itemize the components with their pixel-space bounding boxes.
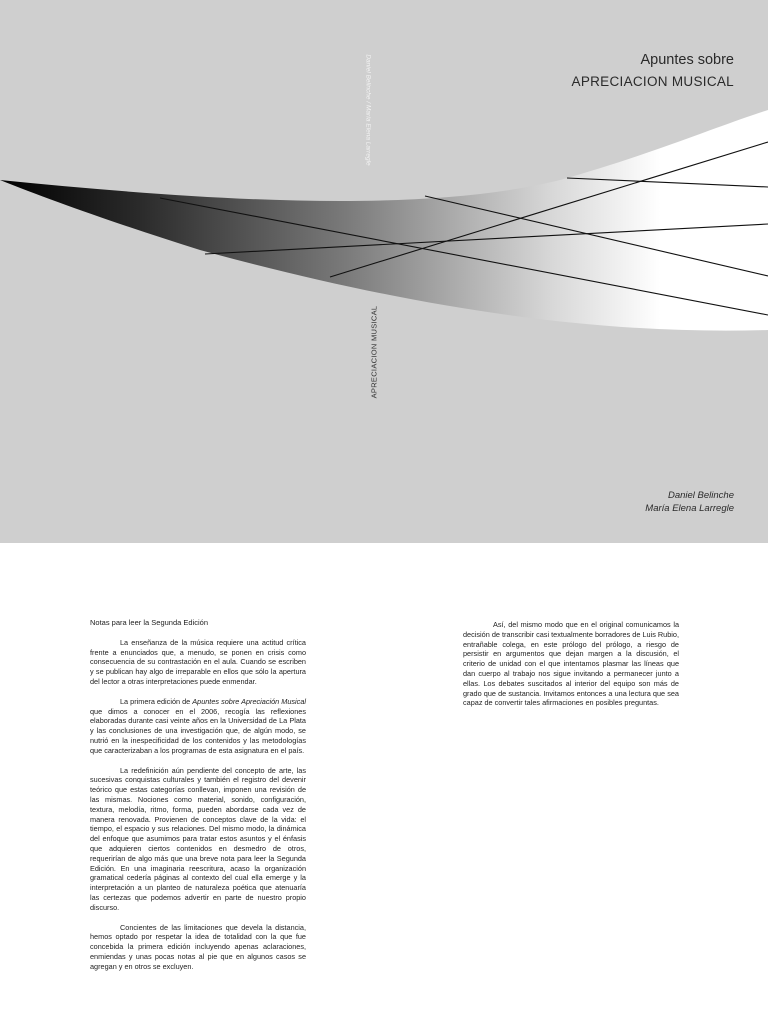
- paragraph-2: [90, 697, 306, 756]
- paragraph-2-lead: La primera edición de: [120, 696, 193, 706]
- paragraph-2-rest: que dimos a conocer en el 2006, recogía las reflexiones elaboradas durante casi veinte años en la Universidad de La Plata y las conclusiones de una investigación que, de algún modo, se nutrió en la inespecificidad de los contenidos y las metodologías que caracterizaban a los programas de esta asignatura en el país.: [90, 706, 306, 755]
- notes-left-column: [90, 618, 306, 982]
- spine-title: APRECIACION MUSICAL: [369, 305, 379, 399]
- paragraph-4: Concientes de las limitaciones que devela la distancia, hemos optado por respetar la idea de totalidad con la que fue concebida la primera edición incluyendo apenas aclaraciones, enmiendas y unas pocas notas al pie que en algunos casos se agregan y en otros se excluyen.: [90, 922, 306, 971]
- paragraph-5: Así, del mismo modo que en el original comunicamos la decisión de transcribir casi textualmente borradores de Luis Rubio, entrañable colega, en este prólogo del prólogo, a riesgo de persistir en argumentos que dejan margen a la discusión, el criterio de unidad con el que intentamos plasmar las líneas que dan cuerpo al trabajo nos sigue invitando a permanecer junto a ellas. Los debates suscitados al interior del equipo son más de grado que de sustancia. Invitamos entonces a una lectura que sea capaz de convertir tales afirmaciones en posibles preguntas.: [463, 620, 679, 708]
- title-line-2: APRECIACION MUSICAL: [571, 74, 734, 89]
- book-title-reference: Apuntes sobre Apreciación Musical: [192, 696, 307, 706]
- paragraph-3: La redefinición aún pendiente del concepto de arte, las sucesivas conquistas culturales y también el registro del devenir teórico que estas categorías conllevan, imponen una revisión de las mismas. Nociones como material, sonido, configuración, textura, melodía, ritmo, forma, pueden abordarse cada vez de manera renovada. Provienen de conceptos clave de la vida: el tiempo, el espacio y sus relaciones. Del mismo modo, la dinámica del enfoque que asumimos para tratar estos asuntos y el énfasis que adquieren ciertos contenidos en desmedro de otros, requerirían de algo más que una breve nota para leer la Segunda Edición. En una imaginaria reescritura, acaso la organización gramatical cedería páginas al contexto del cual ella emerge y la interpretación a un planteo de naturaleza poética que atenuaría las certezas que podemos advertir en parte de nuestro propio discurso.: [90, 765, 306, 912]
- notes-heading: Notas para leer la Segunda Edición: [90, 618, 208, 627]
- gradient-band: [0, 110, 768, 331]
- author-1: Daniel Belinche: [667, 490, 734, 501]
- author-2: María Elena Larregle: [645, 503, 734, 514]
- spine-authors: Daniel Belinche / María Elena Larregle: [364, 54, 372, 166]
- cover-authors: [645, 489, 734, 515]
- title-line-1: Apuntes sobre: [640, 52, 734, 68]
- notes-right-column: [463, 620, 679, 718]
- paragraph-1: La enseñanza de la música requiere una actitud crítica frente a enunciados que, a menudo, se ponen en crisis como consecuencia de su contrastación en el aula. Cuando se escriben y se publican hay algo de irreparable en ellos que sólo la apertura del lector a otras interpretaciones puede enmendar.: [90, 637, 306, 686]
- cover-title: [572, 51, 734, 91]
